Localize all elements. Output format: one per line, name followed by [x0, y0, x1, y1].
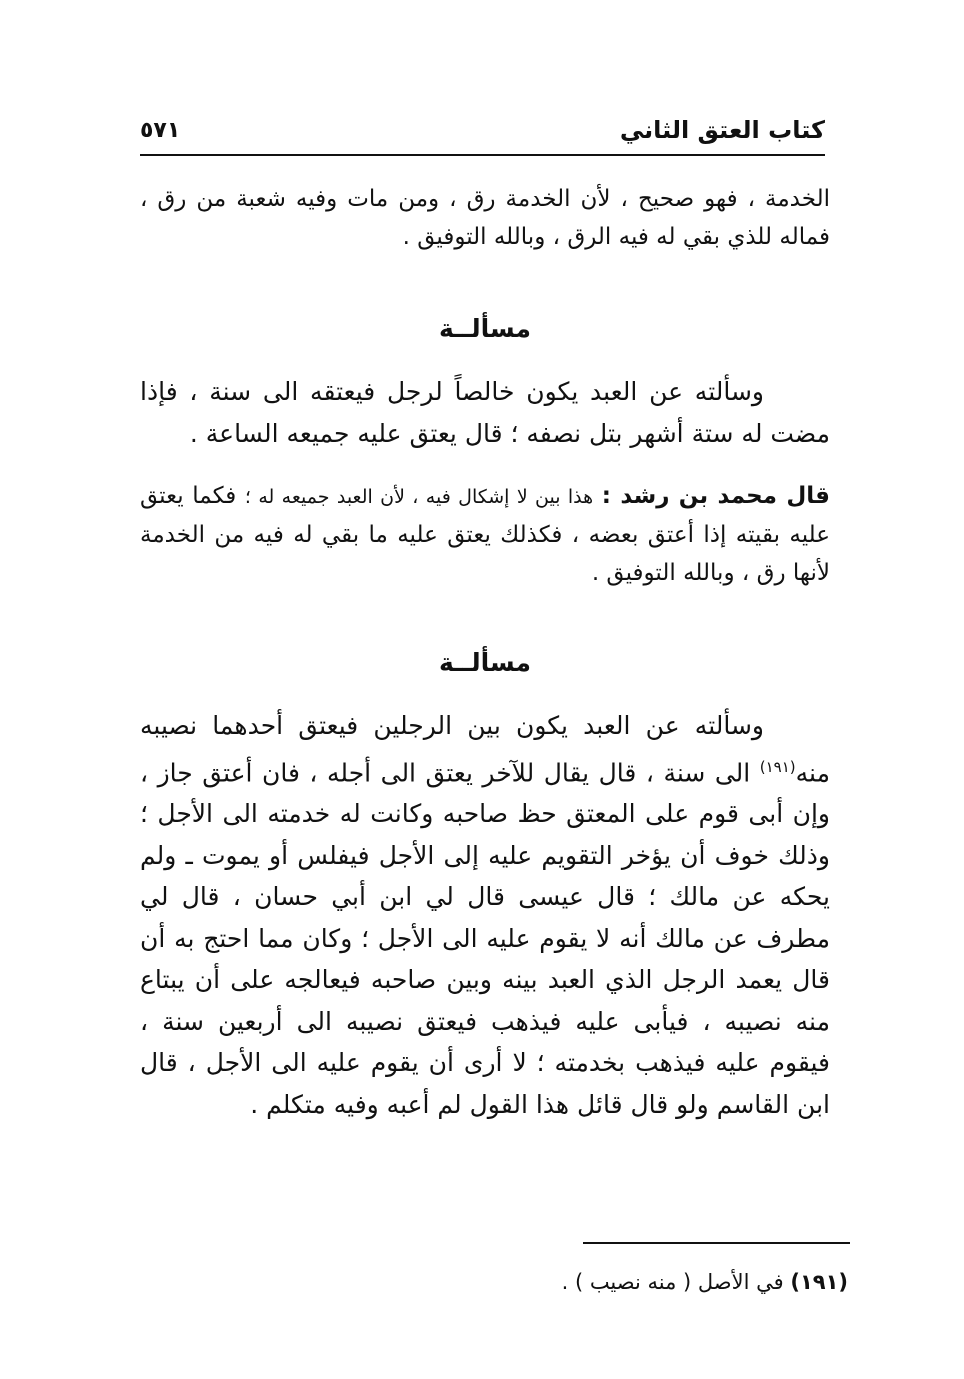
commentary-rest: فكما يعتق عليه بقيته إذا أعتق بعضه ، فكذلك يعتق عليه ما بقي له فيه من الخدمة لأنها رق ، وبالله التوفيق .: [140, 483, 830, 586]
page-number: ٥٧١: [140, 118, 181, 143]
footnote-divider: [583, 1242, 850, 1244]
section1-commentary: [140, 477, 830, 592]
section2-block: [140, 705, 830, 1125]
footnote-text: في الأصل ( منه نصيب ) .: [561, 1270, 791, 1294]
commentary-first-part: هذا بين لا إشكال فيه ، لأن العبد جميعه له ؛: [244, 486, 594, 508]
footnote-reference[interactable]: (١٩١): [759, 757, 796, 776]
section1-question: وسألته عن العبد يكون خالصاً لرجل فيعتقه الى سنة ، فإذا مضت له ستة أشهر بتل نصفه ؛ قال يعتق عليه جميعه الساعة .: [140, 377, 830, 448]
section2-text-before: وسألته عن العبد يكون بين الرجلين فيعتق أحدهما نصيبه منه: [140, 711, 830, 787]
footnote: [140, 1266, 848, 1298]
running-head: كتاب العتق الثاني: [619, 116, 825, 144]
continuation-paragraph: الخدمة ، فهو صحيح ، لأن الخدمة رق ، ومن مات وفيه شعبة من رق ، فماله للذي بقي له فيه الرق ، وبالله التوفيق .: [140, 186, 830, 250]
section-heading-1: مسألــة: [439, 314, 531, 343]
section1-commentary-block: [140, 477, 830, 592]
section2-paragraph: [140, 705, 830, 1125]
section-heading-2: مسألــة: [439, 648, 531, 677]
page-header: [140, 112, 825, 156]
section2-text-after: الى سنة ، قال يقال للآخر يعتق الى أجله ، فان أعتق جاز ، وإن أبى قوم على المعتق حظ صاحبه وكانت له خدمته الى الأجل ؛ وذلك خوف أن يؤخر التقويم عليه إلى الأجل فيفلس أو يموت ـ ولم يحكه عن مالك ؛ قال عيسى قال لي ابن أبي حسان ، قال لي مطرف عن مالك أنه لا يقوم عليه الى الأجل ؛ وكان مما احتج به أن قال يعمد الرجل الذي العبد بينه وبين صاحبه فيعالجه على أن يبتاع منه نصيبه ، فيأبى عليه فيذهب فيعتق نصيبه الى أربعين سنة ، فيقوم عليه فيذهب بخدمته ؛ لا أرى أن يقوم عليه الى الأجل ، قال ابن القاسم ولو قال قائل هذا القول لم أعبه وفيه متكلم .: [140, 757, 830, 1119]
section1-question-block: [140, 371, 830, 454]
commentary-speaker: قال محمد بن رشد :: [601, 483, 830, 509]
footnote-number: (١٩١): [790, 1270, 848, 1294]
continuation-block: [140, 180, 830, 256]
